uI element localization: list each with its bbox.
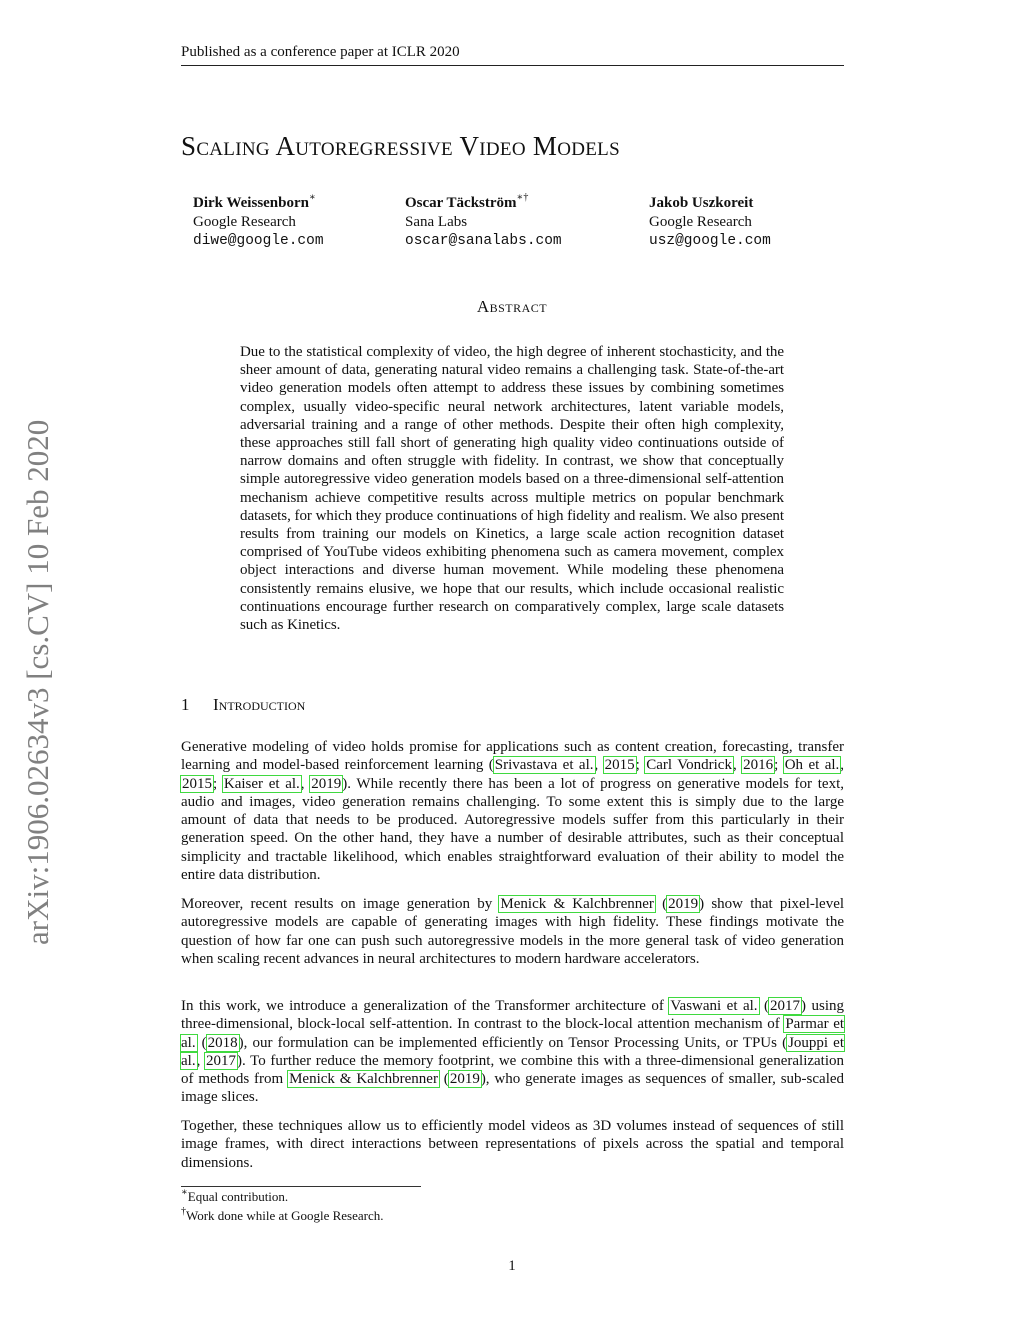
citation-link[interactable]: Vaswani et al. (670, 998, 758, 1014)
citation-link[interactable]: 2018 (207, 1034, 238, 1051)
footnote-text: Equal contribution. (187, 1189, 289, 1204)
citation-link[interactable]: 2015 (182, 775, 212, 792)
citation-link[interactable]: Menick & Kalchbrenner (289, 1071, 438, 1088)
arxiv-identifier: arXiv:1906.02634v3 [cs.CV] 10 Feb 2020 (20, 419, 55, 945)
citation-link[interactable]: Oh et al. (784, 757, 840, 774)
header-rule (181, 65, 844, 66)
intro-paragraph-4: Together, these techniques allow us to efficiently model videos as 3D volumes instead of sequences of still image frames, with direct interactions between representations of pixels across the spatial and temporal dimensions. (181, 1118, 844, 1171)
running-header: Published as a conference paper at ICLR 2020 (181, 44, 460, 60)
footnote-mark: † (181, 1205, 186, 1217)
citation-link[interactable]: 2017 (205, 1052, 236, 1069)
author-email[interactable]: usz@google.com (649, 233, 771, 249)
author-affiliation: Sana Labs (405, 214, 468, 230)
footnote-mark: ∗ (181, 1186, 188, 1198)
abstract-heading: Abstract (476, 297, 548, 316)
author-email[interactable]: diwe@google.com (193, 233, 324, 249)
intro-paragraph-3: In this work, we introduce a generalization of the Transformer architecture of Vaswani et al. (2017) using three-dimensional, block-local self-attention. In contrast to the block-local attention mechanism of Parmar et al. (2018), our formulation can be implemented efficiently on Tensor Processing Units, or TPUs (Jouppi et al., 2017). To further reduce the memory footprint, we combine this with a three-dimensional generalization of methods from Menick & Kalchbrenner (2019), who generate images as sequences of smaller, sub-scaled image slices. (181, 998, 845, 1106)
footnote-2 (181, 1205, 384, 1224)
citation-link[interactable]: Parmar et al. (181, 1016, 845, 1051)
author-name: Dirk Weissenborn (193, 195, 309, 211)
citation-link[interactable]: Carl Vondrick (646, 757, 732, 774)
page-number: 1 (508, 1258, 516, 1274)
author-marks: ∗ (309, 192, 316, 203)
author-block-1 (193, 194, 324, 251)
author-name: Oscar Täckström (405, 195, 517, 211)
citation-link[interactable]: 2019 (668, 896, 699, 912)
citation-link[interactable]: Kaiser et al. (223, 775, 300, 792)
citation-link[interactable]: 2016 (743, 757, 774, 774)
citation-link[interactable]: 2019 (311, 775, 342, 792)
footnote-text: Work done while at Google Research. (186, 1208, 384, 1223)
section-number: 1 (181, 695, 190, 714)
author-marks: ∗† (516, 192, 529, 203)
intro-paragraph-1: Generative modeling of video holds promise for applications such as content creation, forecasting, transfer learning and model-based reinforcement learning (Srivastava et al., 2015; Carl Vondrick, 2016; Oh et al., 2015; Kaiser et al., 2019). While recently there has been a lot of progress on generative models for text, audio and images, video generation remains challenging. To some extent this is simply due to the large amount of data that needs to be produced. Autoregressive models suffer from this particularly in their generation speed. On the other hand, they have a number of desirable attributes, such as their conceptual simplicity and tractable likelihood, which enables straightforward evaluation of their ability to model the entire data distribution. (181, 739, 845, 884)
citation-link[interactable]: Menick & Kalchbrenner (500, 896, 654, 912)
footnote-1 (181, 1186, 289, 1205)
footnote-rule (181, 1186, 421, 1187)
citation-link[interactable]: Jouppi et al. (181, 1034, 844, 1069)
section-title: Introduction (213, 695, 306, 714)
author-affiliation: Google Research (649, 214, 752, 230)
abstract-text: Due to the statistical complexity of video, the high degree of inherent stochasticity, and the sheer amount of data, generating natural video remains a challenging task. State-of-the-art video generation models often attempt to address these issues by combining sometimes complex, usually video-specific neural network architectures, latent variable models, adversarial training and a range of other methods. Despite their often high complexity, these approaches still fall short of generating high quality video continuations outside of narrow domains and often struggle with fidelity. In contrast, we show that conceptually simple autoregressive video generation models based on a three-dimensional self-attention mechanism achieve competitive results across multiple metrics on popular benchmark datasets, for which they produce continuations of high fidelity and realism. We also present results from training our models on Kinetics, a large scale action recognition dataset comprised of YouTube videos exhibiting phenomena such as camera movement, complex object interactions and diverse human movement. While modeling these phenomena consistently remains elusive, we hope that our results, which include occasional realistic continuations encourage further research on comparatively complex, large scale datasets such as Kinetics. (240, 344, 784, 634)
intro-paragraph-2: Moreover, recent results on image generation by Menick & Kalchbrenner (2019) show that pixel-level autoregressive models are capable of generating images with high fidelity. These findings motivate the question of how far one can push such autoregressive models in the more general task of video generation when scaling recent advances in neural architectures to modern hardware accelerators. (181, 896, 845, 967)
author-name: Jakob Uszkoreit (649, 195, 754, 211)
section-heading (181, 695, 305, 715)
author-block-2 (405, 194, 562, 251)
paper-title: Scaling Autoregressive Video Models (181, 131, 620, 161)
citation-link[interactable]: 2015 (604, 757, 635, 774)
citation-link[interactable]: Srivastava et al. (494, 757, 594, 774)
author-block-3 (649, 194, 771, 251)
citation-link[interactable]: 2017 (770, 998, 801, 1014)
author-email[interactable]: oscar@sanalabs.com (405, 233, 562, 249)
author-affiliation: Google Research (193, 214, 296, 230)
citation-link[interactable]: 2019 (449, 1071, 480, 1088)
